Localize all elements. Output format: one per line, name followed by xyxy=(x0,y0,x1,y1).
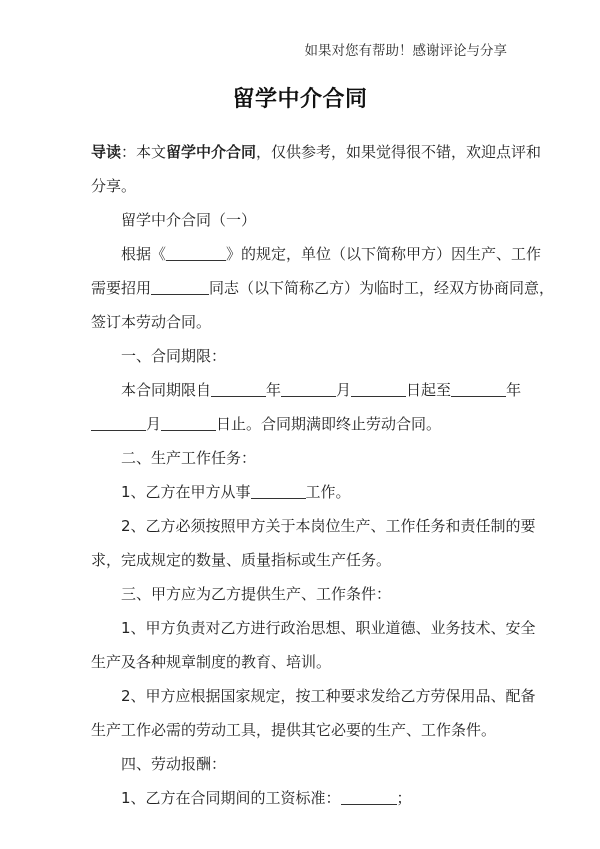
term-text-e: 年 xyxy=(506,381,522,399)
section-contract-1: 留学中介合同（一） xyxy=(121,211,257,229)
term-text-g: 日止。合同期满即终止劳动合同。 xyxy=(216,415,442,433)
term-text-d: 日起至 xyxy=(406,381,452,399)
para1-text-c: 需要招用 xyxy=(91,279,152,297)
heading-task: 二、生产工作任务： xyxy=(121,449,257,467)
pay-1 xyxy=(91,781,516,815)
blank-field xyxy=(281,378,336,397)
term-text-a: 本合同期限自 xyxy=(121,381,212,399)
term-text-c: 月 xyxy=(336,381,352,399)
blank-field xyxy=(211,378,266,397)
pay-1-text-a: 1、乙方在合同期间的工资标准： xyxy=(121,789,341,807)
task-1 xyxy=(91,475,516,509)
blank-field xyxy=(151,276,209,295)
heading-pay: 四、劳动报酬： xyxy=(121,755,227,773)
intro-line-1 xyxy=(91,135,542,169)
task-1-text-a: 1、乙方在甲方从事 xyxy=(121,483,251,501)
blank-field xyxy=(251,480,306,499)
heading-conditions: 三、甲方应为乙方提供生产、工作条件： xyxy=(121,585,392,603)
cond-2-line-2: 生产工作必需的劳动工具，提供其它必要的生产、工作条件。 xyxy=(91,721,497,739)
task-1-text-b: 工作。 xyxy=(305,483,351,501)
blank-field xyxy=(166,242,226,261)
pay-1-text-b: ； xyxy=(396,789,412,807)
intro-colon: ：本文 xyxy=(121,143,167,161)
intro-rest: ，仅供参考，如果觉得很不错，欢迎点评和 xyxy=(256,143,542,161)
document-title: 留学中介合同 xyxy=(232,87,368,112)
para1-text-b: 》的规定，单位（以下简称甲方）因生产、工作 xyxy=(226,245,542,263)
task-2-line-1: 2、乙方必须按照甲方关于本岗位生产、工作任务和责任制的要 xyxy=(121,517,536,535)
task-2-line-2: 求，完成规定的数量、质量指标或生产任务。 xyxy=(91,551,392,569)
intro-label: 导读 xyxy=(91,143,122,161)
document-body xyxy=(91,135,555,815)
para1-line-3: 签订本劳动合同。 xyxy=(91,313,212,331)
blank-field xyxy=(351,378,406,397)
cond-2-line-1: 2、甲方应根据国家规定，按工种要求发给乙方劳保用品、配备 xyxy=(121,687,536,705)
intro-bold-text: 留学中介合同 xyxy=(166,143,257,161)
intro-line-2: 分享。 xyxy=(91,177,137,195)
heading-term: 一、合同期限： xyxy=(121,347,227,365)
term-line-1 xyxy=(91,373,522,407)
blank-field xyxy=(451,378,506,397)
term-text-f: 月 xyxy=(146,415,162,433)
cond-1-line-1: 1、甲方负责对乙方进行政治思想、职业道德、业务技术、安全 xyxy=(121,619,536,637)
term-line-2 xyxy=(91,407,516,441)
cond-1-line-2: 生产及各种规章制度的教育、培训。 xyxy=(91,653,332,671)
para1-line-2 xyxy=(91,271,555,305)
para1-text-a: 根据《 xyxy=(121,245,167,263)
para1-text-d: 同志（以下简称乙方）为临时工，经双方协商同意， xyxy=(209,279,555,297)
blank-field xyxy=(341,786,397,805)
blank-field xyxy=(91,412,146,431)
term-text-b: 年 xyxy=(266,381,282,399)
para1-line-1 xyxy=(91,237,542,271)
header-note: 如果对您有帮助！感谢评论与分享 xyxy=(304,43,507,59)
blank-field xyxy=(161,412,216,431)
